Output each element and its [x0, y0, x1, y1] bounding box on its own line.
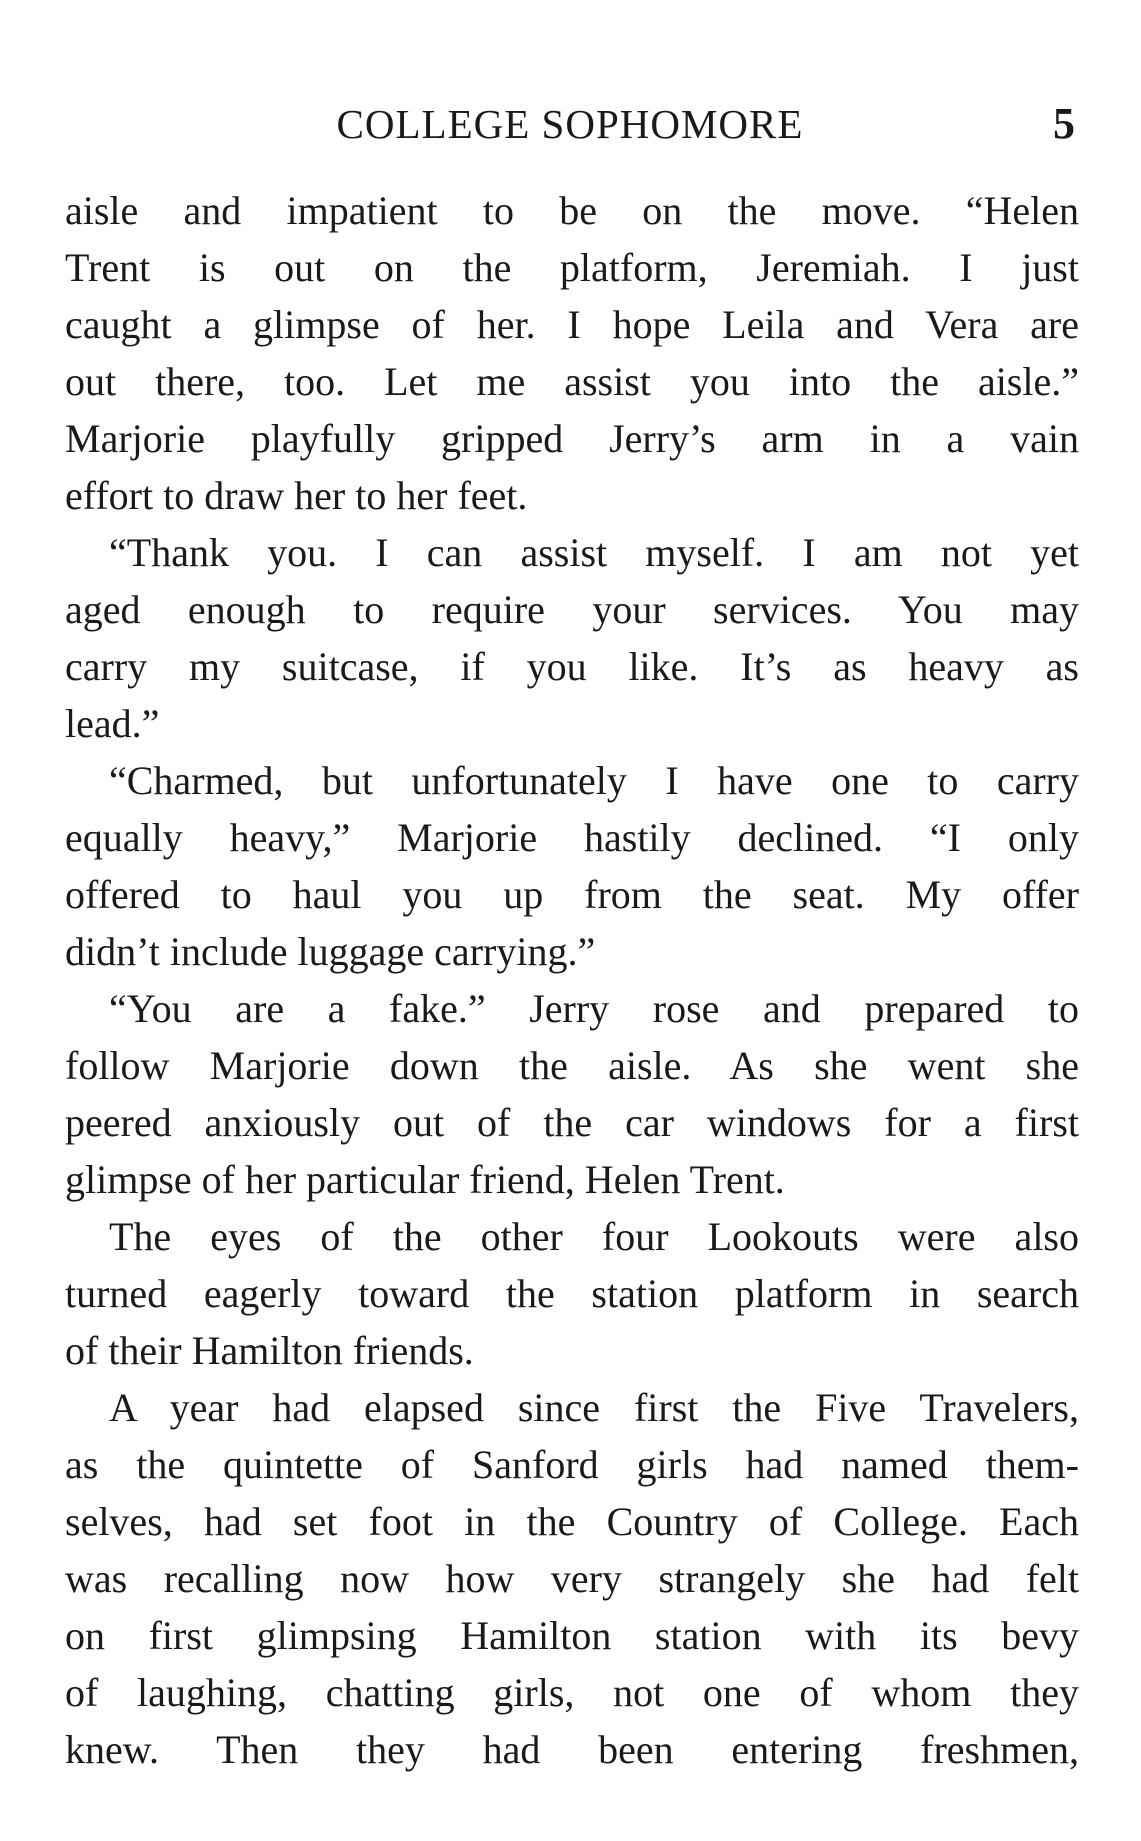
text-line: lead.” [65, 701, 160, 746]
running-title: COLLEGE SOPHOMORE [336, 101, 804, 147]
text-line: follow Marjorie down the aisle. As she went she [65, 1043, 1079, 1088]
text-line: knew. Then they had been entering freshmen, [65, 1727, 1079, 1772]
text-line: on first glimpsing Hamilton station with its bevy [65, 1613, 1079, 1658]
text-line: of laughing, chatting girls, not one of whom they [65, 1670, 1079, 1715]
text-line: as the quintette of Sanford girls had named them- [65, 1442, 1079, 1487]
text-line: offered to haul you up from the seat. My offer [65, 872, 1079, 917]
text-line: out there, too. Let me assist you into the aisle.” [65, 359, 1079, 404]
text-line: Trent is out on the platform, Jeremiah. I just [65, 245, 1079, 290]
text-line: The eyes of the other four Lookouts were also [109, 1214, 1079, 1259]
text-line: turned eagerly toward the station platform in search [65, 1271, 1079, 1316]
text-line: Marjorie playfully gripped Jerry’s arm in a vain [65, 416, 1079, 461]
text-line: “Thank you. I can assist myself. I am not yet [109, 530, 1079, 575]
text-line: didn’t include luggage carrying.” [65, 929, 596, 974]
text-line: glimpse of her particular friend, Helen Trent. [65, 1157, 785, 1202]
text-line: A year had elapsed since first the Five Travelers, [109, 1385, 1079, 1430]
text-line: aged enough to require your services. You may [65, 587, 1079, 632]
body-text [65, 182, 1079, 1778]
text-line: effort to draw her to her feet. [65, 473, 528, 518]
text-line: aisle and impatient to be on the move. “Helen [65, 188, 1079, 233]
page-number: 5 [1053, 99, 1075, 148]
text-line: “You are a fake.” Jerry rose and prepared to [109, 986, 1079, 1031]
text-line: equally heavy,” Marjorie hastily declined. “I only [65, 815, 1079, 860]
text-line: was recalling now how very strangely she had felt [65, 1556, 1079, 1601]
text-line: selves, had set foot in the Country of College. Each [65, 1499, 1079, 1544]
text-line: carry my suitcase, if you like. It’s as heavy as [65, 644, 1079, 689]
text-line: “Charmed, but unfortunately I have one to carry [109, 758, 1079, 803]
text-line: of their Hamilton friends. [65, 1328, 474, 1373]
text-line: caught a glimpse of her. I hope Leila and Vera are [65, 302, 1079, 347]
text-line: peered anxiously out of the car windows for a first [65, 1100, 1079, 1145]
running-head [65, 94, 1075, 154]
